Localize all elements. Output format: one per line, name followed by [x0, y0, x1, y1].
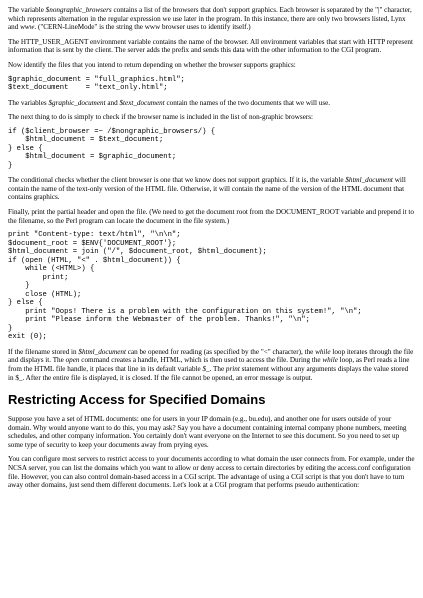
code-block-documents: $graphic_document = "full_graphics.html"; $text_document = "text_only.html"; — [8, 75, 185, 93]
paragraph-conditional-explanation: The conditional checks whether the client browser is one that we know does not support graphics. If it is, the variable $html_document will contain the name of the text-only version of the HTML file. Otherwise, it will contain the name of the version of the HTML document that contains graphics. — [8, 176, 406, 202]
paragraph-print-header: Finally, print the partial header and open the file. (We need to get the document root from the DOCUMENT_ROOT variable and prepend it to the filename, so the Perl program can locate the document in the file system.) — [8, 208, 414, 225]
paragraph-domain-intro: Suppose you have a set of HTML documents: one for users in your IP domain (e.g., bu.edu), and another one for users outside of your domain. Why would anyone want to do this, you may ask? Say you have a document containing internal company phone numbers, meeting schedules, and other company information. You certainly don't want everyone on the Internet to see this document. So you need to set up some type of security to keep your documents away from prying eyes. — [8, 415, 407, 449]
paragraph-user-agent: The HTTP_USER_AGENT environment variable contains the name of the browser. All environment variables that start with HTTP represent information that is sent by the client. The server adds the prefix and sends this data with the other information to the CGI program. — [8, 37, 413, 55]
paragraph-nongraphic-browsers: The variable $nongraphic_browsers contains a list of the browsers that don't support graphics. Each browser is separated by the "|" character, which represents alternation in the regular expression we use later in the program. In this instance, there are only two browsers listed, Lynx and www. ("CERN-LineMode" is the string the www browser uses to identify itself.) — [8, 6, 412, 32]
code-block-conditional: if ($client_browser =~ /$nongraphic_browsers/) { $html_document = $text_document; } else { $html_document = $graphic_document; } — [8, 127, 216, 170]
paragraph-identify-files: Now identify the files that you intend to return depending on whether the browser supports graphics: — [8, 60, 296, 69]
paragraph-document-variables: The variables $graphic_document and $text_document contain the names of the two documents that we will use. — [8, 98, 331, 107]
paragraph-check-browser: The next thing to do is simply to check if the browser name is included in the list of non-graphic browsers: — [8, 113, 314, 122]
code-block-print-file: print "Content-type: text/html", "\n\n"; $document_root = $ENV{'DOCUMENT_ROOT'}; $html_document = join ("/", $document_root, $html_document); if (open (HTML, "<" . $html_document)) { while (<HTML>) { print; } close (HTML); } else { print "Oops! There is a problem with the configuration on this system!", "\n"; print "Please inform the Webmaster of the problem. Thanks!", "\n"; } exit (0); — [8, 231, 362, 342]
paragraph-file-explanation: If the filename stored in $html_document can be opened for reading (as specified by the "<" character), the while loop iterates through the file and displays it. The open command creates a handle, HTML, which is then used to access the file. During the while loop, as Perl reads a line from the HTML file handle, it places that line in its default variable $_. The print statement without any arguments displays the value stored in $_. After the entire file is displayed, it is closed. If the file cannot be opened, an error message is output. — [8, 347, 414, 382]
section-heading: Restricting Access for Specified Domains — [8, 392, 266, 408]
paragraph-server-config: You can configure most servers to restrict access to your documents according to what domain the user connects from. For example, under the NCSA server, you can list the domains which you want to allow or deny access to certain directories by editing the access.conf configuration file. However, you can also control domain-based access in a CGI script. The advantage of using a CGI script is that you don't have to turn away other domains, just send them different documents. Let's look at a CGI program that performs pseudo authentication: — [8, 455, 415, 490]
